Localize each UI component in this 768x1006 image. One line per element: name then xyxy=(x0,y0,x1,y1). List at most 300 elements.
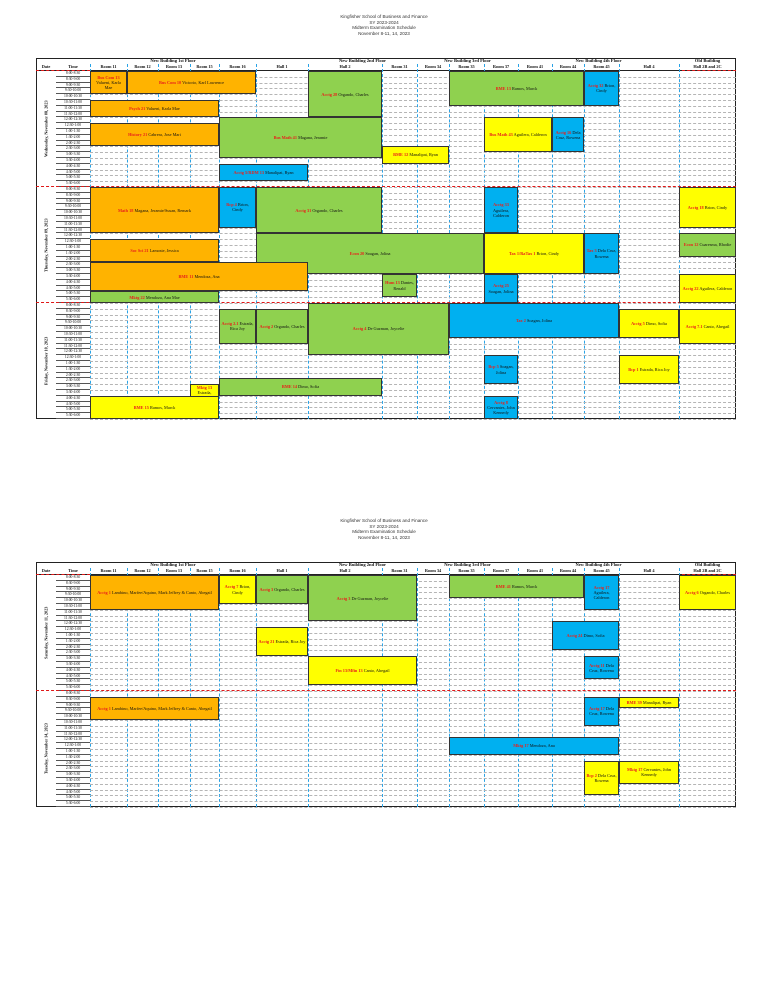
exam-course-code: History 21 xyxy=(128,132,148,138)
exam-block-text xyxy=(178,274,219,279)
exam-block-text xyxy=(221,202,254,212)
page2-header xyxy=(0,518,768,540)
time-slot: 12:00-12:30 xyxy=(56,349,90,355)
exam-block[interactable] xyxy=(484,117,552,152)
column-header-h2: Hall 2 xyxy=(308,64,382,71)
row-divider xyxy=(90,633,736,634)
exam-course-code: BME 41 xyxy=(495,583,511,589)
column-header-r37: Room 37 xyxy=(484,568,518,575)
column-header-r31: Room 31 xyxy=(382,568,417,575)
time-slot: 3:30-4:00 xyxy=(56,274,90,280)
exam-course-code: Hum 13 xyxy=(385,280,400,286)
day-separator xyxy=(36,574,90,575)
exam-block-text xyxy=(567,633,605,638)
exam-block[interactable] xyxy=(90,291,219,303)
exam-block[interactable] xyxy=(308,303,449,355)
time-slot: 11:00-11:30 xyxy=(56,222,90,228)
exam-proctor: Orgando, Charles xyxy=(338,91,369,97)
building-4th-floor: New Building 4th Floor xyxy=(575,562,622,567)
time-slot: 5:00-5:30 xyxy=(56,291,90,297)
exam-block-text xyxy=(295,208,342,213)
exam-block[interactable] xyxy=(90,697,219,720)
exam-proctor: Soagan, Jolina xyxy=(527,317,553,323)
row-divider xyxy=(90,117,736,118)
exam-block-text xyxy=(586,706,617,716)
exam-block[interactable] xyxy=(552,621,619,650)
exam-proctor: Ramos, Marck xyxy=(511,85,538,91)
exam-block[interactable] xyxy=(90,396,219,419)
exam-proctor: Brion, Cindy xyxy=(704,204,728,210)
schedule-sheet-2 xyxy=(36,562,736,844)
exam-proctor: De Guzman, Joycelie xyxy=(351,595,389,601)
exam-course-code: Acctg 18 xyxy=(687,204,704,210)
exam-block-text xyxy=(684,242,732,247)
column-header-r16: Room 16 xyxy=(219,64,256,71)
time-slot: 5:30-6:00 xyxy=(56,413,90,419)
exam-course-code: Acctg 7 xyxy=(224,584,239,590)
old-building: Old Building xyxy=(694,562,721,567)
time-slot: 8:30-9:00 xyxy=(56,193,90,199)
exam-proctor: Dela Cruz, Rowena xyxy=(555,129,581,140)
exam-course-code: BME 14 xyxy=(281,384,298,390)
exam-course-code: Bus Com 10 xyxy=(158,79,182,85)
time-slot: 2:30-3:00 xyxy=(56,766,90,772)
exam-block[interactable] xyxy=(484,274,518,303)
exam-proctor: Magana, Jeramie xyxy=(298,135,328,141)
time-slot: 1:00-1:30 xyxy=(56,361,90,367)
time-slot: 2:30-3:00 xyxy=(56,378,90,384)
exam-course-code: BME 13 xyxy=(495,85,511,91)
exam-block[interactable] xyxy=(90,100,219,117)
column-header-h2b: Hall 2B and 2C xyxy=(679,64,736,71)
exam-block[interactable] xyxy=(90,262,308,291)
exam-course-code: Mktg 17 xyxy=(627,766,643,772)
exam-block-text xyxy=(274,135,328,140)
exam-block[interactable] xyxy=(382,146,449,163)
row-divider xyxy=(90,784,736,785)
column-header-r45: Room 45 xyxy=(584,568,619,575)
exam-block-text xyxy=(486,400,516,416)
page1-header xyxy=(0,14,768,36)
exam-proctor: Ramos, Marck xyxy=(511,583,538,589)
column-header-r44: Room 44 xyxy=(552,568,584,575)
time-slot: 12:30-1:00 xyxy=(56,743,90,749)
exam-block[interactable] xyxy=(219,117,382,158)
exam-course-code: Acctg 6 xyxy=(684,589,699,595)
exam-block[interactable] xyxy=(127,71,256,94)
time-slot: 11:30-12:00 xyxy=(56,732,90,738)
exam-proctor: De Guzman, Joycelie xyxy=(367,326,405,332)
time-slot: 4:00-4:30 xyxy=(56,280,90,286)
exam-course-code: BME 15 xyxy=(133,404,149,410)
time-slot: 12:00-12:30 xyxy=(56,737,90,743)
exam-block-text xyxy=(159,80,224,85)
exam-course-code: Acctg 16 xyxy=(555,129,572,135)
time-slot: 10:00-10:30 xyxy=(56,94,90,100)
time-slot: 2:30-3:00 xyxy=(56,262,90,268)
time-slot: 4:00-4:30 xyxy=(56,164,90,170)
exam-course-code: Acctg 21 xyxy=(258,639,275,645)
exam-block-text xyxy=(486,202,516,218)
time-slot: 5:00-5:30 xyxy=(56,407,90,413)
exam-block-text xyxy=(259,639,306,644)
day-label-wed: Wednesday, November 08, 2023 xyxy=(43,100,49,158)
row-divider xyxy=(90,164,736,165)
building-4th-floor: New Building 4th Floor xyxy=(575,58,622,63)
column-header-date: Date xyxy=(36,568,56,575)
exam-proctor: Dimo, Sofia xyxy=(298,384,320,390)
exam-course-code: Acctg 1 xyxy=(97,705,111,711)
exam-block[interactable] xyxy=(90,239,219,262)
exam-dates: November 8-11, 14, 2023 xyxy=(358,30,410,36)
column-header-r35: Room 35 xyxy=(449,64,484,71)
exam-block-text xyxy=(586,248,617,258)
time-slot: 12:00-12:30 xyxy=(56,621,90,627)
time-slot: 3:00-3:30 xyxy=(56,152,90,158)
exam-block[interactable] xyxy=(219,187,256,228)
exam-block-text xyxy=(554,130,582,140)
exam-proctor: Valueni, Karla Mae xyxy=(96,79,121,91)
time-slot: 4:00-4:30 xyxy=(56,668,90,674)
exam-block[interactable] xyxy=(484,396,518,419)
column-header-r11: Room 11 xyxy=(90,64,127,71)
exam-proctor: Soagan, Jolina xyxy=(495,364,514,375)
exam-proctor: Lambino, Marfee/Aquino, Mark Jeffrey & Canto, Abegail xyxy=(112,589,212,595)
exam-block-text xyxy=(516,318,552,323)
exam-block[interactable] xyxy=(308,71,382,117)
exam-block-text xyxy=(509,251,559,256)
time-slot: 2:00-2:30 xyxy=(56,257,90,263)
time-slot: 9:00-9:30 xyxy=(56,199,90,205)
exam-block[interactable] xyxy=(219,575,256,604)
exam-block[interactable] xyxy=(449,575,584,598)
time-slot: 8:00-8:30 xyxy=(56,691,90,697)
time-slot: 1:30-2:00 xyxy=(56,639,90,645)
row-divider xyxy=(90,801,736,802)
exam-course-code: Acctg 2.1 xyxy=(221,320,239,326)
exam-proctor: Dimo, Sofia xyxy=(583,633,605,639)
exam-course-code: Acctg 8 xyxy=(494,399,508,405)
exam-course-code: Bus Math 43 xyxy=(489,132,513,138)
exam-course-code: Soc Sci 21 xyxy=(130,248,149,254)
exam-block[interactable] xyxy=(679,233,736,256)
exam-block-text xyxy=(586,585,617,601)
exam-block-text xyxy=(129,106,180,111)
exam-block[interactable] xyxy=(449,737,619,754)
exam-course-code: Econ 12 xyxy=(683,242,699,248)
column-header-r34: Room 34 xyxy=(417,568,449,575)
time-slot: 11:00-11:30 xyxy=(56,106,90,112)
exam-block[interactable] xyxy=(308,575,417,621)
exam-course-code: BME 39 xyxy=(626,699,642,705)
time-slot: 8:00-8:30 xyxy=(56,187,90,193)
old-building: Old Building xyxy=(694,58,721,63)
exam-block-text xyxy=(97,590,212,595)
exam-proctor: Mendoza, Ana xyxy=(529,743,555,749)
exam-block-text xyxy=(128,132,181,137)
exam-dates: November 8-11, 14, 2023 xyxy=(358,534,410,540)
exam-block[interactable] xyxy=(382,274,417,297)
exam-block[interactable] xyxy=(552,117,584,152)
exam-proctor: Canto, Abegail xyxy=(703,323,730,329)
day-label-thu: Thursday, November 09, 2023 xyxy=(43,218,49,272)
exam-course-code: Bcp 5 xyxy=(488,364,499,370)
time-slot: 4:30-5:00 xyxy=(56,790,90,796)
column-header-h2b: Hall 2B and 2C xyxy=(679,568,736,575)
building-2nd-floor: New Building 2nd Floor xyxy=(338,58,387,63)
row-divider xyxy=(90,685,736,686)
time-slot: 12:30-1:00 xyxy=(56,355,90,361)
day-separator xyxy=(36,690,736,691)
exam-block[interactable] xyxy=(219,378,382,395)
exam-proctor: Soagan, Jolina xyxy=(488,288,514,294)
exam-block[interactable] xyxy=(484,187,518,233)
exam-block[interactable] xyxy=(619,309,679,338)
exam-block[interactable] xyxy=(449,71,584,106)
exam-block-text xyxy=(259,587,304,592)
exam-proctor: Estrada, Rica Joy xyxy=(639,367,670,373)
exam-block-text xyxy=(631,321,667,326)
exam-course-code: Acctg 7.1 xyxy=(685,323,703,329)
row-divider xyxy=(90,645,736,646)
exam-block[interactable] xyxy=(219,164,308,181)
exam-course-code: Mktg 22 xyxy=(129,294,145,300)
time-slot: 9:00-9:30 xyxy=(56,315,90,321)
column-header-r12: Room 12 xyxy=(127,568,158,575)
row-divider xyxy=(90,737,736,738)
exam-block[interactable] xyxy=(90,71,127,94)
time-slot: 3:00-3:30 xyxy=(56,772,90,778)
exam-proctor: Orgando, Charles xyxy=(312,207,343,213)
row-divider xyxy=(90,650,736,651)
exam-proctor: Manalipat, Ryan xyxy=(409,152,438,158)
column-header-r31: Room 31 xyxy=(382,64,417,71)
exam-proctor: Dela Cruz, Rowena xyxy=(589,706,615,717)
exam-proctor: Canto, Abegail xyxy=(363,668,390,674)
exam-block[interactable] xyxy=(584,233,619,274)
time-slot: 4:30-5:00 xyxy=(56,286,90,292)
time-slot: 2:00-2:30 xyxy=(56,373,90,379)
row-divider xyxy=(90,691,736,692)
exam-block[interactable] xyxy=(584,761,619,796)
exam-course-code: BME 12 xyxy=(393,152,409,158)
exam-course-code: Acctg 17 xyxy=(588,706,605,712)
column-header-time: Time xyxy=(56,64,90,71)
schedule-sheet-1 xyxy=(36,58,736,466)
time-slot: 9:00-9:30 xyxy=(56,83,90,89)
exam-proctor: Orgando, Charles xyxy=(274,586,305,592)
exam-proctor: Brion, Cindy xyxy=(232,202,249,213)
time-slot: 11:30-12:00 xyxy=(56,228,90,234)
time-slot: 1:30-2:00 xyxy=(56,251,90,257)
time-slot: 9:00-9:30 xyxy=(56,587,90,593)
exam-course-code: Acctg 11 xyxy=(589,662,605,668)
school-year: SY 2023-2024 xyxy=(369,523,399,529)
exam-block-text xyxy=(97,706,212,711)
exam-block[interactable] xyxy=(679,187,736,228)
time-slot: 9:00-9:30 xyxy=(56,703,90,709)
time-slot: 9:30-10:00 xyxy=(56,708,90,714)
exam-proctor: Brion, Cindy xyxy=(596,83,616,94)
exam-block[interactable] xyxy=(449,303,619,338)
exam-proctor: Orgando, Charles xyxy=(699,589,731,595)
column-header-r41: Room 41 xyxy=(518,568,552,575)
exam-block[interactable] xyxy=(90,187,219,233)
time-slot: 11:00-11:30 xyxy=(56,338,90,344)
column-header-r34: Room 34 xyxy=(417,64,449,71)
exam-block-text xyxy=(282,384,319,389)
day-separator xyxy=(36,70,90,71)
column-header-r45: Room 45 xyxy=(584,64,619,71)
exam-block-text xyxy=(221,584,254,594)
exam-block[interactable] xyxy=(679,309,736,344)
time-slot: 5:30-6:00 xyxy=(56,297,90,303)
column-header-r35: Room 35 xyxy=(449,568,484,575)
exam-block[interactable] xyxy=(256,627,308,656)
exam-block-text xyxy=(496,584,538,589)
exam-proctor: Brion, Cindy xyxy=(536,251,559,257)
exam-block-text xyxy=(489,132,546,137)
exam-block[interactable] xyxy=(584,656,619,679)
exam-block[interactable] xyxy=(256,187,382,233)
exam-block[interactable] xyxy=(619,697,679,709)
exam-proctor: Cervantes, John Kennedy xyxy=(487,404,515,415)
time-slot: 9:30-10:00 xyxy=(56,592,90,598)
exam-block-text xyxy=(683,286,733,291)
exam-proctor: Dela Cruz, Rowena xyxy=(589,662,614,673)
exam-block[interactable] xyxy=(584,575,619,610)
exam-course-code: Bcp 1 xyxy=(628,367,639,373)
exam-block[interactable] xyxy=(484,355,518,384)
exam-block-text xyxy=(586,83,617,93)
time-slot: 10:00-10:30 xyxy=(56,714,90,720)
exam-course-code: Acctg 3 xyxy=(259,586,274,592)
row-divider xyxy=(90,795,736,796)
exam-title: Midterm Examination Schedule xyxy=(352,529,416,535)
time-slot: 1:00-1:30 xyxy=(56,245,90,251)
column-header-r44: Room 44 xyxy=(552,64,584,71)
column-header-h4: Hall 4 xyxy=(619,568,679,575)
exam-block[interactable] xyxy=(584,697,619,726)
exam-block[interactable] xyxy=(256,309,308,344)
time-slot: 10:30-11:00 xyxy=(56,604,90,610)
time-slot: 1:00-1:30 xyxy=(56,633,90,639)
day-label-fri: Friday, November 10, 2023 xyxy=(43,336,49,386)
row-divider xyxy=(90,390,736,391)
row-divider xyxy=(90,749,736,750)
time-slot: 11:00-11:30 xyxy=(56,610,90,616)
time-slot: 12:00-12:30 xyxy=(56,233,90,239)
time-slot: 8:30-9:00 xyxy=(56,697,90,703)
time-slot: 4:00-4:30 xyxy=(56,396,90,402)
exam-course-code: Acctg 2 xyxy=(259,323,274,329)
exam-block-text xyxy=(586,773,617,783)
exam-block[interactable] xyxy=(619,355,679,384)
row-divider xyxy=(90,807,736,808)
column-header-h4: Hall 4 xyxy=(619,64,679,71)
exam-block-text xyxy=(353,326,405,331)
exam-block-text xyxy=(129,295,179,300)
exam-block[interactable] xyxy=(308,656,417,685)
exam-proctor: Dela Cruz, Rowena xyxy=(594,772,617,783)
time-slot: 8:30-9:00 xyxy=(56,77,90,83)
time-slot: 5:00-5:30 xyxy=(56,175,90,181)
building-2nd-floor: New Building 2nd Floor xyxy=(338,562,387,567)
exam-course-code: Tax 2 xyxy=(515,317,526,323)
day-label-tue: Tuesday, November 14, 2023 xyxy=(43,723,49,775)
exam-block[interactable] xyxy=(219,309,256,344)
exam-course-code: Acctg 3 xyxy=(336,595,351,601)
school-year: SY 2023-2024 xyxy=(369,19,399,25)
time-slot: 3:00-3:30 xyxy=(56,268,90,274)
exam-proctor: Ramos, Marck xyxy=(149,404,176,410)
exam-block[interactable] xyxy=(90,123,219,146)
time-slot: 10:30-11:00 xyxy=(56,332,90,338)
exam-block[interactable] xyxy=(484,233,584,274)
row-divider xyxy=(90,790,736,791)
exam-block[interactable] xyxy=(619,761,679,784)
time-slot: 3:30-4:00 xyxy=(56,158,90,164)
exam-proctor: Lamoste, Jessica xyxy=(149,248,179,254)
school-name: Kingfisher School of Business and Finance xyxy=(340,14,428,19)
column-header-r37: Room 37 xyxy=(484,64,518,71)
school-name: Kingfisher School of Business and Finance xyxy=(340,518,428,523)
exam-block[interactable] xyxy=(90,575,219,610)
exam-block-text xyxy=(686,324,730,329)
building-3rd-floor: New Building 3rd Floor xyxy=(444,58,491,63)
row-divider xyxy=(90,639,736,640)
time-slot: 8:00-8:30 xyxy=(56,303,90,309)
exam-proctor: Mendoza, Ana Mae xyxy=(145,294,180,300)
day-separator xyxy=(682,70,736,71)
time-slot: 12:30-1:00 xyxy=(56,239,90,245)
exam-block[interactable] xyxy=(256,575,308,604)
exam-course-code: BME 11 xyxy=(178,274,194,280)
exam-block[interactable] xyxy=(679,575,736,610)
exam-proctor: Manalipat, Ryan xyxy=(265,169,294,175)
exam-course-code: Acctg 4 xyxy=(352,326,367,332)
exam-proctor: Dantes, Renald xyxy=(393,280,414,291)
time-slot: 3:30-4:00 xyxy=(56,662,90,668)
exam-block[interactable] xyxy=(679,274,736,303)
exam-block-text xyxy=(134,405,176,410)
exam-course-code: Acctg 24 xyxy=(566,633,583,639)
time-slot: 1:30-2:00 xyxy=(56,135,90,141)
time-slot: 3:30-4:00 xyxy=(56,778,90,784)
exam-proctor: Victorio, Karl Lawrence xyxy=(182,79,225,85)
exam-block[interactable] xyxy=(584,71,619,106)
time-slot: 10:00-10:30 xyxy=(56,326,90,332)
time-slot: 11:30-12:00 xyxy=(56,344,90,350)
time-slot: 11:00-11:30 xyxy=(56,726,90,732)
row-divider xyxy=(90,175,736,176)
row-divider xyxy=(90,384,736,385)
exam-proctor: Aguilera, Calderon xyxy=(513,132,547,138)
exam-block-text xyxy=(259,324,304,329)
time-slot: 12:00-12:30 xyxy=(56,117,90,123)
exam-proctor: Aguilera, Calderon xyxy=(593,589,610,600)
exam-proctor: Magana, Jeramie/Susan, Remark xyxy=(134,207,192,213)
row-divider xyxy=(90,419,736,420)
row-divider xyxy=(90,181,736,182)
column-header-r15: Room 15 xyxy=(190,568,219,575)
exam-block-text xyxy=(486,283,516,293)
time-slot: 8:00-8:30 xyxy=(56,71,90,77)
exam-proctor: Orgando, Charles xyxy=(274,323,305,329)
exam-block-text xyxy=(221,321,254,331)
time-slot: 11:30-12:00 xyxy=(56,616,90,622)
column-header-h1: Hall 1 xyxy=(256,64,308,71)
